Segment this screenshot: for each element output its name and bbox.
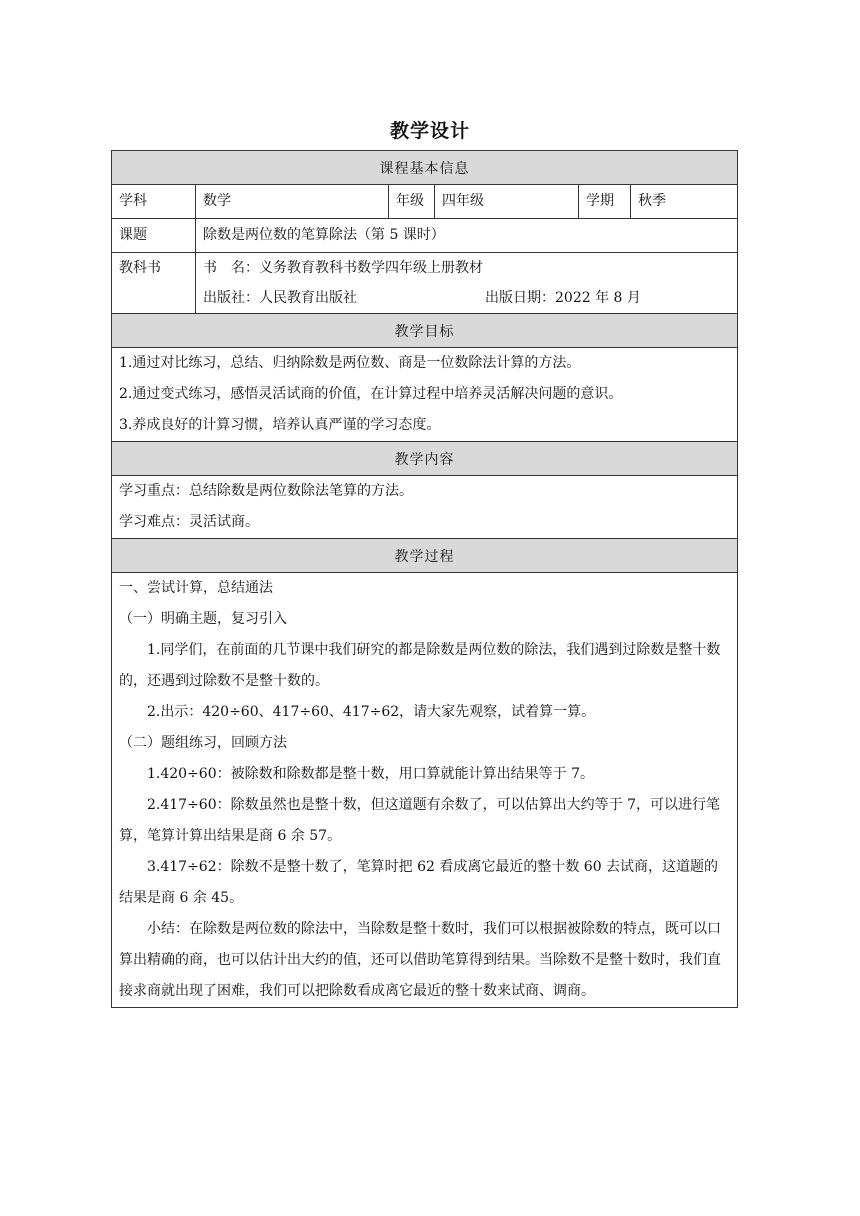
process-paragraph: 2.417÷60：除数虽然也是整十数，但这道题有余数了，可以估算出大约等于 7，可以进行笔算，笔算计算出结果是商 6 余 57。 — [119, 797, 720, 844]
textbook-label: 教科书 — [119, 260, 161, 276]
process-row — [112, 573, 738, 1008]
section-process-row — [112, 539, 738, 573]
process-paragraph: 3.417÷62：除数不是整十数了，笔算时把 62 看成离它最近的整十数 60 去试商，这道题的结果是商 6 余 45。 — [119, 859, 719, 906]
grade-label: 年级 — [396, 193, 424, 209]
textbook-label-cell — [112, 253, 196, 314]
goal-item: 2.通过变式练习，感悟灵活试商的价值，在计算过程中培养灵活解决问题的意识。 — [119, 386, 623, 402]
section-content-header: 教学内容 — [112, 442, 738, 476]
topic-label: 课题 — [119, 227, 147, 243]
publisher-line — [203, 283, 730, 313]
term-label-cell — [579, 185, 631, 219]
section-goals-header: 教学目标 — [112, 314, 738, 348]
lesson-plan-table — [111, 150, 738, 1008]
publish-date: 出版日期：2022 年 8 月 — [485, 290, 641, 306]
subject-label: 学科 — [119, 193, 147, 209]
process-cell — [112, 573, 738, 1008]
subject-value: 数学 — [203, 193, 231, 209]
process-heading: 一、尝试计算，总结通法 — [119, 580, 273, 596]
section-goals-row — [112, 314, 738, 348]
section-process-header: 教学过程 — [112, 539, 738, 573]
term-value-cell — [631, 185, 738, 219]
content-cell — [112, 476, 738, 539]
goals-row — [112, 348, 738, 442]
goal-item: 3.养成良好的计算习惯，培养认真严谨的学习态度。 — [119, 417, 441, 433]
process-summary: 小结：在除数是两位数的除法中，当除数是整十数时，我们可以根据被除数的特点，既可以口算出精确的商，也可以估计出大约的值，还可以借助笔算得到结果。当除数不是整十数时，我们直接求商就出现了困难，我们可以把除数看成离它最近的整十数来试商、调商。 — [119, 921, 721, 999]
process-subheading: （一）明确主题，复习引入 — [119, 611, 287, 627]
publisher: 出版社：人民教育出版社 — [203, 290, 357, 306]
topic-value-cell — [196, 219, 738, 253]
info-row — [112, 185, 738, 219]
process-paragraph: 2.出示：420÷60、417÷60、417÷62，请大家先观察，试着算一算。 — [147, 704, 596, 720]
process-subheading: （二）题组练习，回顾方法 — [119, 735, 287, 751]
key-point: 学习重点：总结除数是两位数除法笔算的方法。 — [119, 483, 413, 499]
grade-value-cell — [435, 185, 579, 219]
topic-value: 除数是两位数的笔算除法（第 5 课时） — [203, 227, 445, 243]
term-label: 学期 — [586, 193, 614, 209]
topic-row — [112, 219, 738, 253]
textbook-row — [112, 253, 738, 314]
term-value: 秋季 — [638, 193, 666, 209]
subject-value-cell — [196, 185, 389, 219]
difficult-point: 学习难点：灵活试商。 — [119, 514, 259, 530]
grade-value: 四年级 — [442, 193, 484, 209]
grade-label-cell — [389, 185, 435, 219]
section-basic-row — [112, 151, 738, 185]
goals-cell — [112, 348, 738, 442]
process-paragraph: 1.同学们，在前面的几节课中我们研究的都是除数是两位数的除法，我们遇到过除数是整十数的，还遇到过除数不是整十数的。 — [119, 642, 721, 689]
process-paragraph: 1.420÷60：被除数和除数都是整十数，用口算就能计算出结果等于 7。 — [147, 766, 594, 782]
section-basic-header: 课程基本信息 — [112, 151, 738, 185]
content-row — [112, 476, 738, 539]
goal-item: 1.通过对比练习，总结、归纳除数是两位数、商是一位数除法计算的方法。 — [119, 355, 581, 371]
textbook-name: 书 名：义务教育教科书数学四年级上册教材 — [203, 260, 483, 276]
document-title: 教学设计 — [389, 120, 470, 142]
section-content-row — [112, 442, 738, 476]
topic-label-cell — [112, 219, 196, 253]
textbook-value-cell — [196, 253, 738, 314]
subject-label-cell — [112, 185, 196, 219]
